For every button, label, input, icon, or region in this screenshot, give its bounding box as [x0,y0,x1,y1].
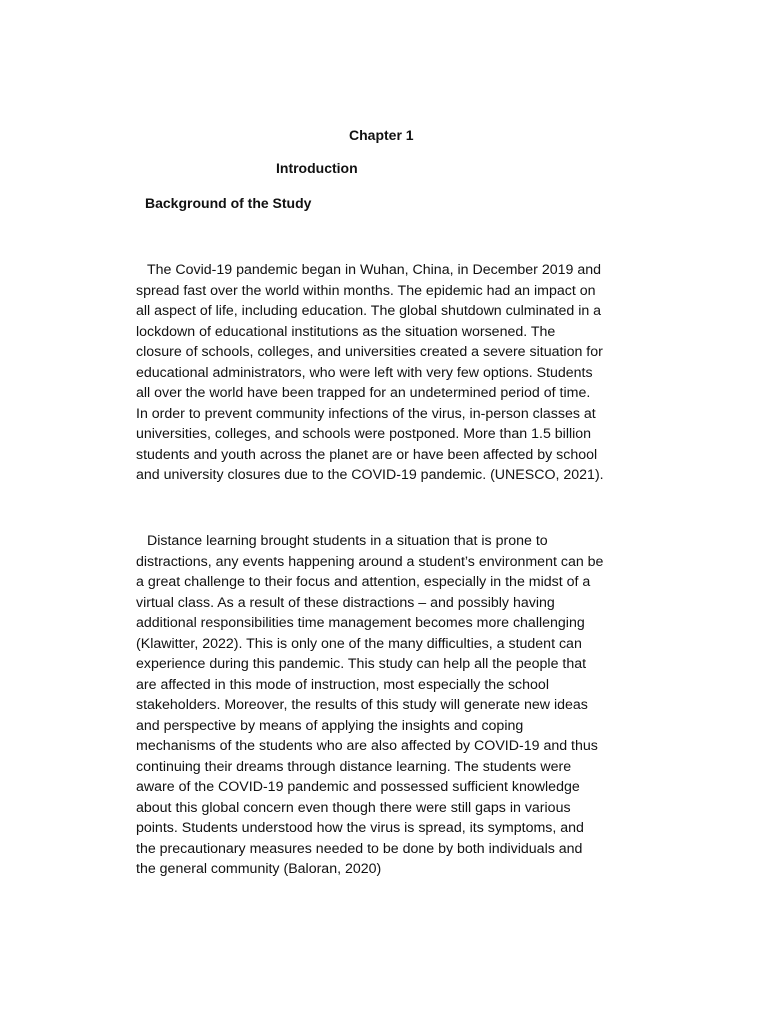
paragraph-line: students and youth across the planet are or have been affected by school [136,446,598,463]
paragraph-1 [136,260,736,486]
paragraph-line: a great challenge to their focus and attention, especially in the midst of a [136,574,591,590]
paragraph-line: universities, colleges, and schools were postponed. More than 1.5 billion [136,426,592,442]
paragraph-line: educational administrators, who were left with very few options. Students [136,364,593,381]
paragraph-line: Distance learning brought students in a situation that is prone to [147,533,548,549]
paragraph-2 [136,531,736,880]
section-heading: Background of the Study [145,195,312,211]
paragraph-line: virtual class. As a result of these distractions – and possibly having [136,594,555,611]
paragraph-line: spread fast over the world within months. The epidemic had an impact on [136,282,596,299]
paragraph-line: In order to prevent community infections of the virus, in-person classes at [136,405,596,422]
paragraph-line: aware of the COVID-19 pandemic and possessed sufficient knowledge [136,779,580,795]
paragraph-line: are affected in this mode of instruction, most especially the school [136,676,549,693]
paragraph-line: mechanisms of the students who are also affected by COVID-19 and thus [136,738,598,754]
paragraph-line: and perspective by means of applying the insights and coping [136,717,524,734]
paragraph-line: the precautionary measures needed to be done by both individuals and [136,840,583,857]
chapter-heading: Chapter 1 [349,127,414,143]
paragraph-line: experience during this pandemic. This study can help all the people that [136,656,587,672]
paragraph-line: closure of schools, colleges, and universities created a severe situation for [136,344,603,360]
paragraph-line: about this global concern even though there were still gaps in various [136,799,571,816]
paragraph-line: (Klawitter, 2022). This is only one of the many difficulties, a student can [136,635,582,652]
paragraph-line: distractions, any events happening around a student’s environment can be [136,553,604,570]
paragraph-line: and university closures due to the COVID-19 pandemic. (UNESCO, 2021). [136,467,604,483]
paragraph-line: lockdown of educational institutions as the situation worsened. The [136,323,556,340]
paragraph-line: stakeholders. Moreover, the results of this study will generate new ideas [136,697,588,713]
paragraph-line: all aspect of life, including education. The global shutdown culminated in a [136,303,602,319]
paragraph-line: additional responsibilities time management becomes more challenging [136,615,585,631]
chapter-title: Introduction [276,160,358,176]
paragraph-line: continuing their dreams through distance learning. The students were [136,758,572,775]
paragraph-line: points. Students understood how the virus is spread, its symptoms, and [136,820,584,836]
paragraph-line: The Covid-19 pandemic began in Wuhan, China, in December 2019 and [147,262,602,278]
paragraph-line: the general community (Baloran, 2020) [136,861,382,877]
paragraph-line: all over the world have been trapped for an undetermined period of time. [136,385,591,401]
